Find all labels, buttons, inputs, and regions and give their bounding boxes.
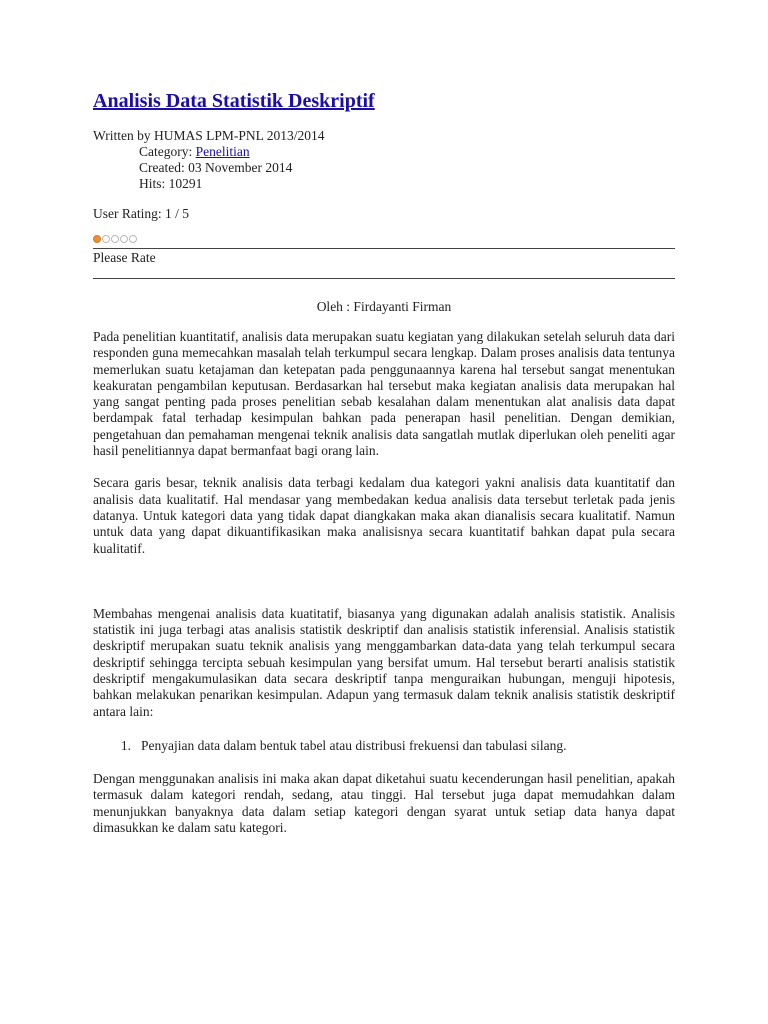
article-title-link[interactable]: Analisis Data Statistik Deskriptif [93, 90, 375, 112]
author-line: Oleh : Firdayanti Firman [316, 299, 452, 314]
user-rating: User Rating: 1 / 5 [93, 206, 189, 221]
list-item-number: 1. [120, 737, 131, 753]
rating-stars [93, 234, 675, 244]
list-item-text: Penyajian data dalam bentuk tabel atau distribusi frekuensi dan tabulasi silang. [141, 737, 567, 753]
paragraph-3: Membahas mengenai analisis data kuatitatif, biasanya yang digunakan adalah analisis statistik. Analisis statistik ini juga terbagi atas analisis statistik deskriptif dan analisis statistik inferensial. Analisis statistik deskriptif merupakan suatu teknik analisis yang menggambarkan data-data yang telah terkumpul secara deskriptif sehingga tercipta sebuah kesimpulan yang bersifat umum. Hal tersebut berarti analisis statistik deskriptif mengakumulasikan data secara deskriptif tanpa menguraikan hubungan, menguji hipotesis, bahkan melakukan penarikan kesimpulan. Adapun yang termasuk dalam teknik analisis statistik deskriptif antara lain: [93, 605, 675, 719]
rating-divider-bottom [93, 278, 675, 279]
rating-star-2 [102, 235, 110, 243]
rating-star-5 [129, 235, 137, 243]
list-item [93, 738, 675, 754]
paragraph-4: Dengan menggunakan analisis ini maka akan dapat diketahui suatu kecenderungan hasil penelitian, apakah termasuk dalam kategori rendah, sedang, atau tinggi. Hal tersebut juga dapat memudahkan dalam menunjukkan banyaknya data dalam setiap kategori dengan syarat untuk setiap data hanya dapat dimasukkan ke dalam satu kategori. [93, 770, 675, 835]
rating-star-3 [111, 235, 119, 243]
article-meta [93, 128, 675, 192]
technique-list [93, 738, 675, 754]
paragraph-1: Pada penelitian kuantitatif, analisis data merupakan suatu kegiatan yang dilakukan setelah seluruh data dari responden guna memecahkan masalah telah terkumpul secara lengkap. Dalam proses analisis data tentunya memerlukan suatu ketajaman dan ketepatan pada penggunaannya karena hal tersebut sangat menentukan keakuratan pengambilan keputusan. Berdasarkan hal tersebut maka kegiatan analisis data merupakan hal yang sangat penting pada proses penelitian sebab kesalahan dalam menentukan alat analisis data dapat berdampak fatal terhadap kesimpulan bahkan pada penerapan hasil penelitian. Dengan demikian, pengetahuan dan pemahaman mengenai teknik analisis data sangatlah mutlak diperlukan oleh peneliti agar hasil penelitiannya dapat bermanfaat bagi orang lain. [93, 329, 675, 459]
rating-star-1 [93, 235, 101, 243]
category-link[interactable]: Penelitian [195, 144, 250, 159]
article [93, 86, 675, 836]
category-label: Category: [139, 144, 196, 159]
category-line [93, 144, 675, 160]
paragraph-2: Secara garis besar, teknik analisis data terbagi kedalam dua kategori yakni analisis data kuantitatif dan analisis data kualitatif. Hal mendasar yang membedakan kedua analisis data tersebut terletak pada jenis datanya. Untuk kategori data yang tidak dapat diangkakan maka akan dianalisis secara kualitatif. Namun untuk data yang dapat dikuantifikasikan maka analisisnya secara kuantitatif bahkan dapat pula secara kualitatif. [93, 475, 675, 556]
written-by: Written by HUMAS LPM-PNL 2013/2014 [93, 128, 325, 143]
please-rate-select[interactable]: Please Rate [93, 250, 156, 265]
hits-count: Hits: 10291 [139, 176, 203, 191]
rating-star-4 [120, 235, 128, 243]
created-date: Created: 03 November 2014 [139, 160, 293, 175]
